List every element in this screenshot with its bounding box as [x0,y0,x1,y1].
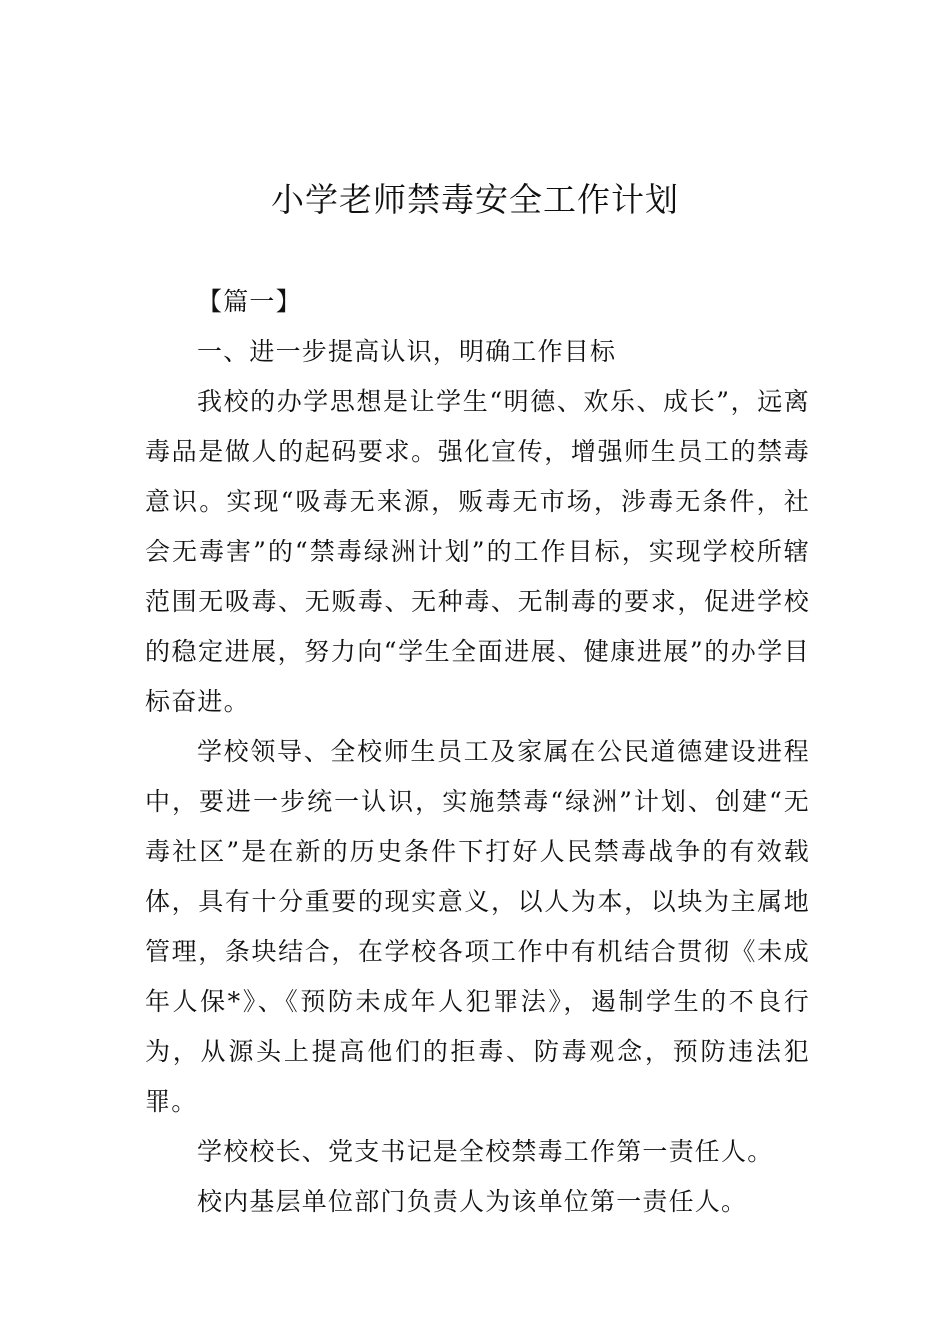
section-heading: 一、进一步提高认识，明确工作目标 [197,337,617,366]
document-body [145,277,810,1227]
document-title: 小学老师禁毒安全工作计划 [271,180,679,219]
body-paragraph: 学校领导、全校师生员工及家属在公民道德建设进程中，要进一步统一认识，实施禁毒“绿洲”计划、创建“无毒社区”是在新的历史条件下打好人民禁毒战争的有效载体，具有十分重要的现实意义，以人为本，以块为主属地管理，条块结合，在学校各项工作中有机结合贯彻《未成年人保*》、《预防未成年人犯罪法》，遏制学生的不良行为，从源头上提高他们的拒毒、防毒观念，预防违法犯罪。 [145,737,810,1116]
body-paragraph: 校内基层单位部门负责人为该单位第一责任人。 [197,1187,748,1216]
body-paragraph: 我校的办学思想是让学生“明德、欢乐、成长”，远离毒品是做人的起码要求。强化宣传，增强师生员工的禁毒意识。实现“吸毒无来源，贩毒无市场，涉毒无条件，社会无毒害”的“禁毒绿洲计划”的工作目标，实现学校所辖范围无吸毒、无贩毒、无种毒、无制毒的要求，促进学校的稳定进展，努力向“学生全面进展、健康进展”的办学目标奋进。 [145,387,810,716]
body-paragraph: 学校校长、党支书记是全校禁毒工作第一责任人。 [197,1137,774,1166]
section-label: 【篇一】 [197,287,302,316]
